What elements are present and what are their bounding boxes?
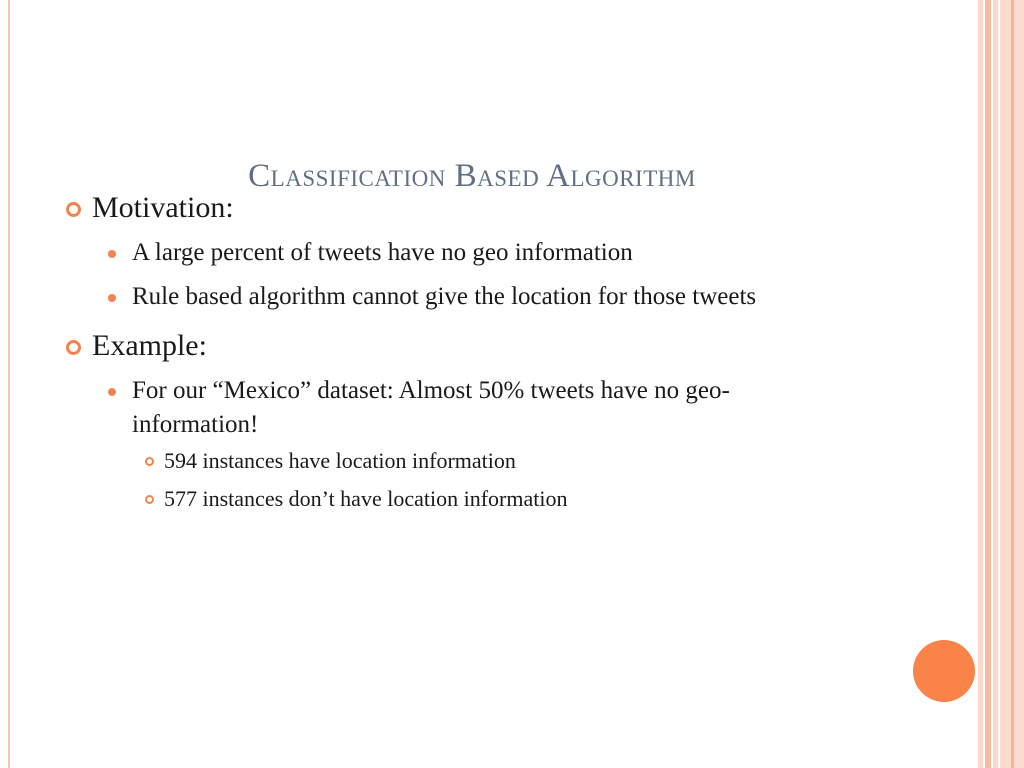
- dot-bullet-icon: [108, 250, 116, 258]
- bullet-level3: [62, 484, 862, 514]
- small-ring-bullet-icon: [145, 457, 154, 466]
- bullet-text: A large percent of tweets have no geo information: [132, 239, 633, 266]
- small-ring-bullet-icon: [145, 495, 154, 504]
- bullet-text: 594 instances have location information: [164, 448, 516, 473]
- bullet-text: For our “Mexico” dataset: Almost 50% tweets have no geo-information!: [132, 377, 730, 438]
- right-stripe: [985, 0, 991, 768]
- dot-bullet-icon: [108, 294, 116, 302]
- bullet-text: 577 instances don’t have location information: [164, 486, 568, 511]
- bullet-text: Example:: [92, 329, 207, 362]
- slide-title: Classification Based Algorithm: [248, 158, 696, 194]
- slide-content: [62, 190, 862, 514]
- right-stripe: [993, 0, 998, 768]
- bullet-level2: [62, 236, 862, 270]
- left-border: [8, 0, 10, 768]
- bullet-level3: [62, 446, 862, 476]
- bullet-level2: [62, 374, 852, 442]
- bullet-text: Rule based algorithm cannot give the location for those tweets: [132, 283, 757, 310]
- bullet-level1: [62, 328, 862, 364]
- right-stripe: [1011, 0, 1014, 768]
- dot-bullet-icon: [108, 388, 116, 396]
- bullet-level1: [62, 190, 862, 226]
- right-stripe: [978, 0, 983, 768]
- ring-bullet-icon: [66, 202, 81, 217]
- decorative-circle: [913, 640, 975, 702]
- ring-bullet-icon: [66, 340, 81, 355]
- bullet-text: Motivation:: [92, 191, 234, 224]
- bullet-level2: [62, 280, 832, 314]
